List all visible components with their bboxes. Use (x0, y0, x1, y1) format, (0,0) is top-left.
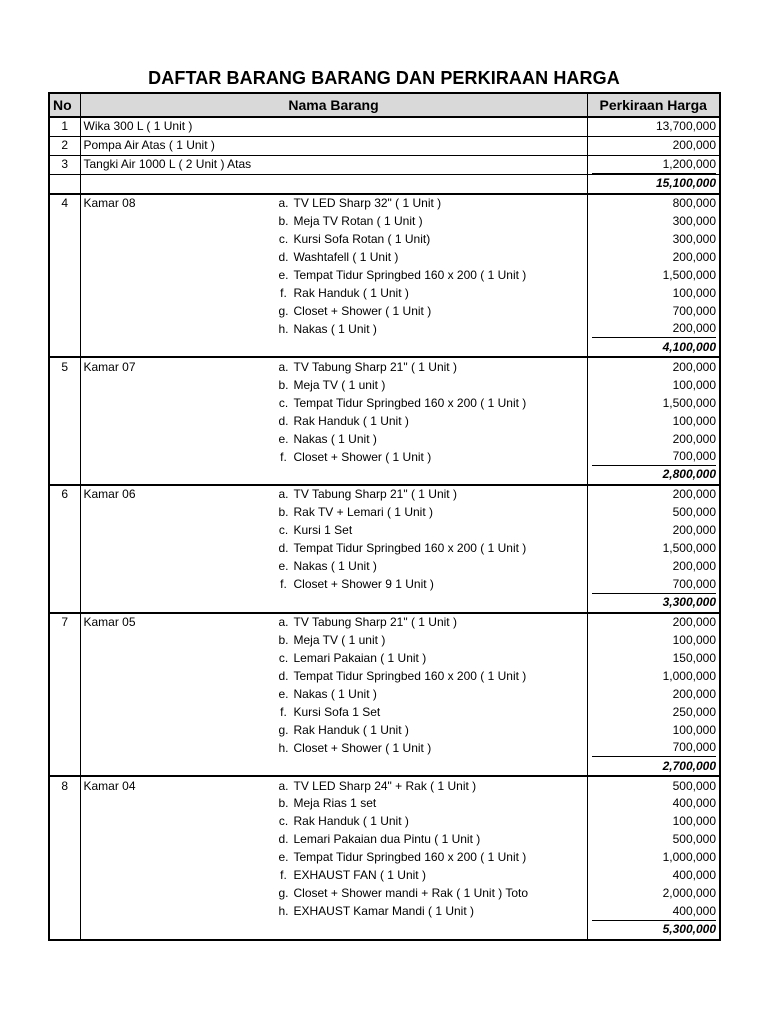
item-description: Tempat Tidur Springbed 160 x 200 ( 1 Unit ) (293, 268, 527, 283)
item-description: Rak Handuk ( 1 Unit ) (293, 814, 409, 829)
item-description: TV LED Sharp 24" + Rak ( 1 Unit ) (293, 778, 477, 793)
item-price (587, 685, 720, 703)
item-price (587, 412, 720, 430)
item-name: Kamar 06 a. TV Tabung Sharp 21" ( 1 Unit ) (80, 485, 587, 504)
item-description: Lemari Pakaian ( 1 Unit ) (293, 650, 427, 665)
item-price-value: 400,000 (592, 903, 716, 921)
item-price (587, 795, 720, 813)
item-number (49, 267, 80, 285)
item-price-value: 200,000 (672, 559, 716, 574)
item-letter: g. (278, 886, 289, 901)
table-row (49, 558, 720, 576)
item-letter: b. (278, 796, 289, 811)
item-number (49, 394, 80, 412)
item-price (587, 813, 720, 831)
item-price (587, 831, 720, 849)
item-number: 5 (49, 357, 80, 376)
item-number (49, 632, 80, 650)
item-name (80, 231, 587, 249)
table-row (49, 613, 720, 632)
item-price (587, 302, 720, 320)
item-price-value: 200,000 (592, 320, 716, 338)
table-row (49, 504, 720, 522)
table-row (49, 849, 720, 867)
item-price (587, 522, 720, 540)
item-number: 3 (49, 155, 80, 174)
item-name (80, 412, 587, 430)
item-price (587, 376, 720, 394)
item-name (80, 540, 587, 558)
item-price-value: 150,000 (672, 650, 716, 665)
table-row (49, 412, 720, 430)
item-description: Meja Rias 1 set (293, 796, 377, 811)
item-price-value: 200,000 (672, 138, 716, 153)
table-row (49, 703, 720, 721)
item-price (587, 194, 720, 213)
item-price-value: 200,000 (672, 686, 716, 701)
table-row (49, 594, 720, 613)
item-description: EXHAUST Kamar Mandi ( 1 Unit ) (293, 904, 474, 919)
item-price-value: 100,000 (672, 632, 716, 647)
item-letter: a. (278, 778, 289, 793)
item-description: Nakas ( 1 Unit ) (293, 431, 377, 446)
item-description: Nakas ( 1 Unit ) (293, 321, 377, 336)
item-price (587, 267, 720, 285)
item-letter: g. (278, 722, 289, 737)
table-row (49, 267, 720, 285)
item-letter: a. (278, 196, 289, 211)
item-price (587, 448, 720, 466)
item-description: Closet + Shower 9 1 Unit ) (293, 577, 434, 592)
table-row (49, 117, 720, 136)
item-number (49, 320, 80, 338)
item-name (80, 213, 587, 231)
total-name-cell (80, 594, 587, 613)
item-letter: c. (278, 395, 289, 410)
item-price-value: 300,000 (672, 214, 716, 229)
item-price-value: 100,000 (672, 722, 716, 737)
item-letter: e. (278, 850, 289, 865)
item-name (80, 649, 587, 667)
item-price (587, 320, 720, 338)
item-name (80, 522, 587, 540)
item-number (49, 667, 80, 685)
item-price (587, 776, 720, 795)
item-name (80, 376, 587, 394)
item-description: Rak TV + Lemari ( 1 Unit ) (293, 505, 433, 520)
item-name (80, 813, 587, 831)
item-price-value: 700,000 (672, 303, 716, 318)
item-price (587, 558, 720, 576)
item-name: Kamar 05 a. TV Tabung Sharp 21" ( 1 Unit ) (80, 613, 587, 632)
item-description: Rak Handuk ( 1 Unit ) (293, 722, 409, 737)
table-row (49, 448, 720, 466)
item-price-value: 700,000 (592, 576, 716, 594)
item-number (49, 649, 80, 667)
item-name (80, 302, 587, 320)
item-price-value: 2,000,000 (662, 886, 716, 901)
table-row (49, 357, 720, 376)
item-price-value: 200,000 (672, 487, 716, 502)
table-row (49, 649, 720, 667)
total-no-cell (49, 594, 80, 613)
item-description: Kursi 1 Set (293, 523, 353, 538)
item-name: Kamar 07 a. TV Tabung Sharp 21" ( 1 Unit ) (80, 357, 587, 376)
total-no-cell (49, 174, 80, 193)
item-number (49, 249, 80, 267)
table-row (49, 903, 720, 921)
item-letter: a. (278, 487, 289, 502)
item-number (49, 703, 80, 721)
table-row (49, 320, 720, 338)
item-description: Closet + Shower ( 1 Unit ) (293, 449, 432, 464)
item-letter: b. (278, 632, 289, 647)
item-letter: d. (278, 541, 289, 556)
item-number: 8 (49, 776, 80, 795)
item-price (587, 136, 720, 155)
item-number (49, 885, 80, 903)
item-name (80, 885, 587, 903)
total-name-cell (80, 921, 587, 940)
item-price (587, 867, 720, 885)
item-description: Rak Handuk ( 1 Unit ) (293, 285, 409, 300)
header-price: Perkiraan Harga (587, 93, 720, 117)
item-name (80, 721, 587, 739)
item-number: 4 (49, 194, 80, 213)
item-price-value: 400,000 (672, 796, 716, 811)
item-price (587, 632, 720, 650)
item-name (80, 285, 587, 303)
item-name (80, 867, 587, 885)
item-name (80, 632, 587, 650)
item-price-value: 1,500,000 (662, 268, 716, 283)
item-price (587, 703, 720, 721)
item-number (49, 849, 80, 867)
item-description: TV Tabung Sharp 21" ( 1 Unit ) (293, 359, 457, 374)
item-description: TV Tabung Sharp 21" ( 1 Unit ) (293, 615, 457, 630)
total-no-cell (49, 338, 80, 357)
item-description: Meja TV Rotan ( 1 Unit ) (293, 214, 423, 229)
item-number (49, 522, 80, 540)
item-number (49, 558, 80, 576)
item-description: Meja TV ( 1 unit ) (293, 377, 386, 392)
item-price-value: 1,000,000 (662, 850, 716, 865)
item-number (49, 213, 80, 231)
item-description: Meja TV ( 1 unit ) (293, 632, 386, 647)
item-name: Pompa Air Atas ( 1 Unit ) (80, 136, 587, 155)
item-letter: h. (278, 740, 289, 755)
table-row (49, 249, 720, 267)
item-price-value: 250,000 (672, 704, 716, 719)
item-number (49, 576, 80, 594)
item-name (80, 903, 587, 921)
item-price-value: 300,000 (672, 232, 716, 247)
item-price-value: 200,000 (672, 431, 716, 446)
table-row (49, 540, 720, 558)
item-description: Rak Handuk ( 1 Unit ) (293, 413, 409, 428)
item-number (49, 504, 80, 522)
subtotal-value: 2,700,000 (587, 757, 720, 776)
item-price (587, 849, 720, 867)
item-number (49, 739, 80, 757)
item-letter: c. (278, 814, 289, 829)
item-description: Tempat Tidur Springbed 160 x 200 ( 1 Unit ) (293, 395, 527, 410)
item-price (587, 357, 720, 376)
header-name: Nama Barang (80, 93, 587, 117)
table-row (49, 721, 720, 739)
item-letter: e. (278, 431, 289, 446)
item-number (49, 376, 80, 394)
item-letter: f. (280, 449, 287, 464)
item-price (587, 249, 720, 267)
subtotal-value: 5,300,000 (587, 921, 720, 940)
item-price (587, 430, 720, 448)
item-description: Kursi Sofa Rotan ( 1 Unit) (293, 232, 431, 247)
item-name (80, 703, 587, 721)
table-row (49, 831, 720, 849)
table-row (49, 174, 720, 193)
table-row (49, 338, 720, 357)
table-row (49, 757, 720, 776)
table-row (49, 155, 720, 174)
item-price (587, 155, 720, 174)
item-name (80, 249, 587, 267)
item-number: 7 (49, 613, 80, 632)
table-row (49, 776, 720, 795)
item-name (80, 430, 587, 448)
item-price (587, 485, 720, 504)
item-description: Nakas ( 1 Unit ) (293, 559, 377, 574)
table-row (49, 522, 720, 540)
item-name (80, 795, 587, 813)
table-row (49, 285, 720, 303)
item-letter: c. (278, 650, 289, 665)
table-row (49, 376, 720, 394)
table-row (49, 485, 720, 504)
item-description: Closet + Shower ( 1 Unit ) (293, 740, 432, 755)
item-description: Nakas ( 1 Unit ) (293, 686, 377, 701)
table-row (49, 430, 720, 448)
item-name (80, 320, 587, 338)
item-description: Closet + Shower ( 1 Unit ) (293, 303, 432, 318)
table-row (49, 136, 720, 155)
item-name (80, 267, 587, 285)
item-letter: h. (278, 321, 289, 336)
table-row (49, 921, 720, 940)
table-row (49, 685, 720, 703)
table-row (49, 667, 720, 685)
item-price (587, 285, 720, 303)
item-price-value: 100,000 (672, 285, 716, 300)
table-row (49, 194, 720, 213)
item-name (80, 849, 587, 867)
item-letter: b. (278, 377, 289, 392)
item-letter: a. (278, 615, 289, 630)
item-letter: h. (278, 904, 289, 919)
item-number (49, 302, 80, 320)
item-letter: g. (278, 303, 289, 318)
item-number (49, 448, 80, 466)
item-number (49, 231, 80, 249)
item-description: TV LED Sharp 32" ( 1 Unit ) (293, 196, 442, 211)
item-price (587, 739, 720, 757)
item-description: EXHAUST FAN ( 1 Unit ) (293, 868, 426, 883)
item-description: Lemari Pakaian dua Pintu ( 1 Unit ) (293, 832, 481, 847)
table-body (49, 117, 720, 940)
item-description: Washtafell ( 1 Unit ) (293, 250, 399, 265)
item-price (587, 117, 720, 136)
item-number (49, 430, 80, 448)
item-name: Tangki Air 1000 L ( 2 Unit ) Atas (80, 155, 587, 174)
total-name-cell (80, 466, 587, 485)
item-letter: c. (278, 232, 289, 247)
item-letter: e. (278, 686, 289, 701)
item-description: TV Tabung Sharp 21" ( 1 Unit ) (293, 487, 457, 502)
table-row (49, 867, 720, 885)
item-price-value: 1,500,000 (662, 395, 716, 410)
item-letter: b. (278, 505, 289, 520)
item-name (80, 667, 587, 685)
item-number (49, 903, 80, 921)
table-row (49, 885, 720, 903)
document-title: DAFTAR BARANG BARANG DAN PERKIRAAN HARGA (148, 68, 620, 88)
table-row (49, 231, 720, 249)
item-number (49, 685, 80, 703)
table-row (49, 466, 720, 485)
item-price-value: 200,000 (672, 523, 716, 538)
item-price-value: 400,000 (672, 868, 716, 883)
table-row (49, 394, 720, 412)
item-name (80, 739, 587, 757)
total-name-cell (80, 174, 587, 193)
item-description: Kursi Sofa 1 Set (293, 704, 381, 719)
item-name: Wika 300 L ( 1 Unit ) (80, 117, 587, 136)
item-name (80, 685, 587, 703)
item-price (587, 231, 720, 249)
item-description: Tempat Tidur Springbed 160 x 200 ( 1 Unit ) (293, 850, 527, 865)
item-price (587, 903, 720, 921)
item-name (80, 504, 587, 522)
item-price-value: 500,000 (672, 505, 716, 520)
item-letter: d. (278, 413, 289, 428)
item-letter: c. (278, 523, 289, 538)
table-header-row (49, 93, 720, 117)
table-row (49, 632, 720, 650)
total-name-cell (80, 338, 587, 357)
item-number: 6 (49, 485, 80, 504)
subtotal-value: 15,100,000 (587, 174, 720, 193)
header-no: No (49, 93, 80, 117)
item-letter: d. (278, 832, 289, 847)
item-letter: e. (278, 559, 289, 574)
item-letter: f. (280, 577, 287, 592)
item-letter: d. (278, 250, 289, 265)
item-price (587, 394, 720, 412)
item-price-value: 100,000 (672, 377, 716, 392)
item-name (80, 831, 587, 849)
items-table (48, 92, 721, 941)
item-name (80, 394, 587, 412)
item-price-value: 1,200,000 (592, 156, 716, 174)
item-price-value: 500,000 (672, 778, 716, 793)
item-letter: e. (278, 268, 289, 283)
item-price-value: 500,000 (672, 832, 716, 847)
table-row (49, 213, 720, 231)
item-number (49, 831, 80, 849)
table-row (49, 795, 720, 813)
item-price-value: 700,000 (592, 739, 716, 757)
item-number (49, 721, 80, 739)
item-letter: a. (278, 359, 289, 374)
item-price (587, 504, 720, 522)
item-name (80, 576, 587, 594)
item-name (80, 448, 587, 466)
subtotal-value: 2,800,000 (587, 466, 720, 485)
item-number: 1 (49, 117, 80, 136)
item-number (49, 813, 80, 831)
item-price (587, 576, 720, 594)
item-price-value: 800,000 (672, 196, 716, 211)
item-letter: b. (278, 214, 289, 229)
item-number: 2 (49, 136, 80, 155)
subtotal-value: 4,100,000 (587, 338, 720, 357)
item-price (587, 613, 720, 632)
item-number (49, 795, 80, 813)
table-row (49, 302, 720, 320)
item-price-value: 1,000,000 (662, 668, 716, 683)
table-row (49, 739, 720, 757)
item-price (587, 540, 720, 558)
item-price (587, 667, 720, 685)
item-letter: f. (280, 285, 287, 300)
item-price (587, 885, 720, 903)
item-description: Closet + Shower mandi + Rak ( 1 Unit ) Toto (293, 886, 529, 901)
item-name: Kamar 08 a. TV LED Sharp 32" ( 1 Unit ) (80, 194, 587, 213)
item-letter: d. (278, 668, 289, 683)
item-price-value: 100,000 (672, 413, 716, 428)
item-number (49, 867, 80, 885)
total-name-cell (80, 757, 587, 776)
item-name (80, 558, 587, 576)
item-description: Tempat Tidur Springbed 160 x 200 ( 1 Unit ) (293, 668, 527, 683)
item-price-value: 700,000 (592, 448, 716, 466)
table-row (49, 576, 720, 594)
item-price-value: 100,000 (672, 814, 716, 829)
item-price-value: 200,000 (672, 359, 716, 374)
item-price-value: 1,500,000 (662, 541, 716, 556)
item-price (587, 213, 720, 231)
subtotal-value: 3,300,000 (587, 594, 720, 613)
item-description: Tempat Tidur Springbed 160 x 200 ( 1 Unit ) (293, 541, 527, 556)
total-no-cell (49, 757, 80, 776)
table-row (49, 813, 720, 831)
item-price-value: 200,000 (672, 615, 716, 630)
item-price-value: 200,000 (672, 250, 716, 265)
total-no-cell (49, 466, 80, 485)
item-price (587, 649, 720, 667)
item-letter: f. (280, 704, 287, 719)
item-number (49, 412, 80, 430)
item-price-value: 13,700,000 (655, 119, 716, 134)
item-number (49, 285, 80, 303)
item-name: Kamar 04 a. TV LED Sharp 24" + Rak ( 1 Unit ) (80, 776, 587, 795)
total-no-cell (49, 921, 80, 940)
item-letter: f. (280, 868, 287, 883)
item-price (587, 721, 720, 739)
item-number (49, 540, 80, 558)
